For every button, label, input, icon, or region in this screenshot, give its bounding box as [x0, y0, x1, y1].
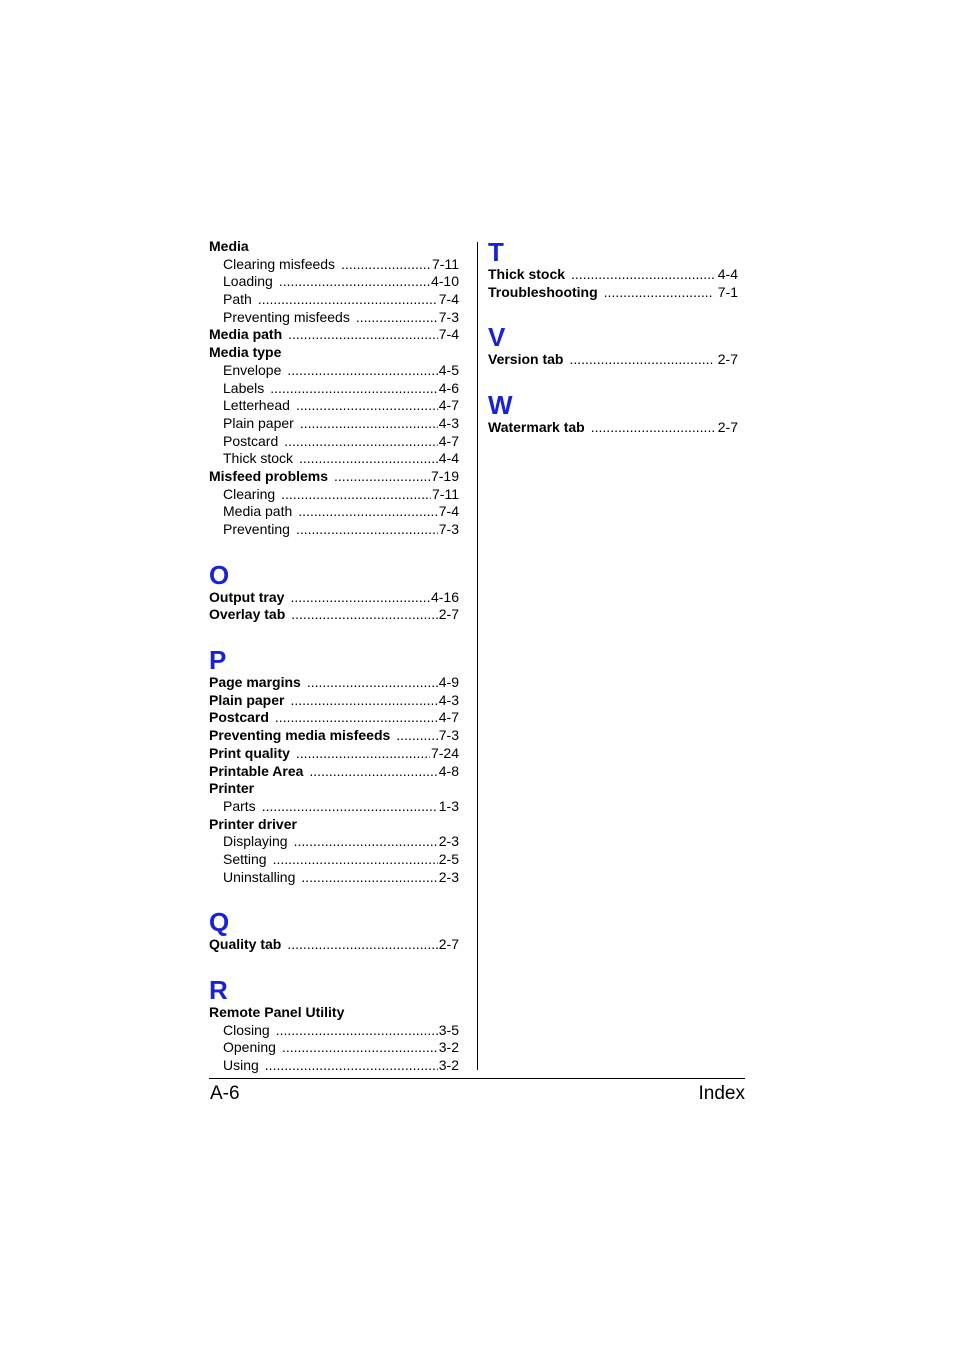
index-term: Remote Panel Utility — [209, 1004, 345, 1020]
index-page-ref: 2-3 — [438, 868, 459, 885]
index-term: Output tray — [209, 588, 285, 605]
index-term: Preventing media misfeeds — [209, 727, 391, 744]
leader-dots — [356, 309, 438, 327]
section-letter-p: P — [209, 645, 227, 676]
index-term: Closing — [223, 1021, 270, 1038]
index-entry-printer — [209, 780, 459, 798]
index-term: Labels — [223, 379, 265, 396]
leader-dots — [276, 1022, 438, 1040]
leader-dots — [273, 851, 438, 869]
index-term: Printer — [209, 780, 255, 797]
leader-dots — [279, 273, 430, 291]
index-entry-media-type — [209, 344, 459, 362]
index-term: Postcard — [223, 432, 279, 449]
index-subentry-plain-paper — [209, 415, 459, 433]
index-entry-misfeed-problems — [209, 468, 459, 486]
index-entry-output-tray — [209, 589, 459, 607]
footer-page-number: A-6 — [210, 1083, 240, 1104]
index-subentry-preventing — [209, 521, 459, 539]
index-term: Thick stock — [223, 450, 294, 467]
index-page-ref: 4-7 — [438, 432, 459, 449]
index-term: Printable Area — [209, 762, 304, 779]
index-term: Parts — [223, 797, 256, 814]
index-subentry-clearing-misfeeds — [209, 256, 459, 274]
leader-dots — [301, 869, 437, 887]
leader-dots — [604, 284, 714, 302]
index-term: Media path — [223, 503, 293, 520]
index-term: Version tab — [488, 351, 564, 368]
index-term: Print quality — [209, 744, 290, 761]
index-subentry-loading — [209, 273, 459, 291]
index-entry-printer-driver — [209, 816, 459, 834]
footer-section-title: Index — [698, 1083, 745, 1104]
index-page-ref: 3-2 — [438, 1057, 459, 1074]
leader-dots — [294, 833, 438, 851]
index-entry-media — [209, 238, 459, 256]
index-page-ref: 7-3 — [438, 521, 459, 537]
index-entry-plain-paper — [209, 692, 459, 710]
index-subentry-displaying — [209, 833, 459, 851]
index-entry-version-tab — [488, 351, 738, 369]
index-page-ref: 7-24 — [430, 744, 459, 761]
index-term: Opening — [223, 1039, 276, 1056]
leader-dots — [309, 763, 437, 781]
leader-dots — [265, 1057, 438, 1075]
index-page-ref: 7-3 — [438, 308, 459, 325]
index-term: Preventing misfeeds — [223, 308, 350, 325]
index-subentry-letterhead — [209, 397, 459, 415]
index-term: Media path — [209, 326, 283, 343]
leader-dots — [299, 450, 438, 468]
index-subentry-preventing-misfeeds — [209, 309, 459, 327]
index-page-ref: 4-7 — [438, 397, 459, 414]
index-subentry-media-path — [209, 503, 459, 521]
index-term: Clearing — [223, 485, 276, 502]
leader-dots — [569, 351, 713, 369]
index-entry-media-path — [209, 326, 459, 344]
index-entry-remote-panel-utility — [209, 1004, 459, 1022]
index-term: Page margins — [209, 674, 301, 691]
index-entry-thick-stock — [488, 266, 738, 284]
index-page-ref: 2-7 — [438, 606, 459, 623]
leader-dots — [290, 589, 430, 607]
leader-dots — [591, 419, 714, 437]
leader-dots — [275, 709, 438, 727]
index-subentry-setting — [209, 851, 459, 869]
index-term: Quality tab — [209, 936, 282, 953]
column-divider — [477, 242, 478, 1070]
index-term: Printer driver — [209, 815, 297, 832]
index-page-ref: 4-3 — [438, 414, 459, 431]
index-subentry-labels — [209, 380, 459, 398]
index-term: Letterhead — [223, 397, 290, 414]
index-term: Troubleshooting — [488, 283, 598, 300]
index-term: Watermark tab — [488, 419, 585, 436]
index-page-ref: 4-7 — [438, 709, 459, 726]
index-term: Preventing — [223, 521, 290, 537]
index-term: Media type — [209, 344, 282, 361]
section-letter-w: W — [488, 390, 513, 421]
index-page-ref: 4-5 — [438, 361, 459, 378]
leader-dots — [287, 362, 437, 380]
leader-dots — [296, 745, 430, 763]
index-term: Media — [209, 238, 249, 254]
index-term: Overlay tab — [209, 606, 286, 623]
index-term: Using — [223, 1057, 259, 1074]
index-page-ref: 4-16 — [430, 588, 459, 605]
index-entry-postcard — [209, 709, 459, 727]
index-entry-print-quality — [209, 745, 459, 763]
index-page-ref: 7-11 — [432, 255, 459, 272]
leader-dots — [284, 433, 438, 451]
index-subentry-postcard — [209, 433, 459, 451]
index-page-ref: 2-3 — [438, 833, 459, 850]
index-subentry-using — [209, 1057, 459, 1075]
index-subentry-opening — [209, 1039, 459, 1057]
leader-dots — [571, 266, 714, 284]
leader-dots — [296, 521, 438, 539]
leader-dots — [270, 380, 438, 398]
index-subentry-parts — [209, 798, 459, 816]
index-term: Path — [223, 291, 252, 308]
index-term: Plain paper — [209, 691, 285, 708]
index-term: Setting — [223, 850, 267, 867]
leader-dots — [290, 692, 437, 710]
leader-dots — [262, 798, 438, 816]
leader-dots — [281, 486, 431, 504]
index-page-ref: 4-9 — [438, 674, 459, 691]
index-page-ref: 7-3 — [438, 727, 459, 744]
index-page-ref: 7-4 — [438, 326, 459, 343]
index-subentry-uninstalling — [209, 869, 459, 887]
index-subentry-path — [209, 291, 459, 309]
leader-dots — [291, 606, 438, 624]
index-page-ref: 2-7 — [717, 419, 738, 436]
index-page-ref: 7-11 — [432, 485, 459, 502]
index-term: Misfeed problems — [209, 467, 329, 484]
index-subentry-closing — [209, 1022, 459, 1040]
index-subentry-envelope — [209, 362, 459, 380]
index-page-ref: 4-3 — [438, 691, 459, 708]
section-letter-r: R — [209, 975, 228, 1005]
leader-dots — [396, 727, 437, 745]
index-term: Postcard — [209, 709, 269, 726]
index-page-ref: 7-19 — [430, 467, 459, 484]
index-entry-overlay-tab — [209, 606, 459, 624]
index-left-column — [209, 238, 459, 1075]
leader-dots — [258, 291, 438, 309]
index-right-column — [488, 238, 738, 437]
index-term: Envelope — [223, 361, 282, 378]
section-letter-q: Q — [209, 907, 230, 938]
index-page-ref: 4-4 — [438, 450, 459, 467]
index-term: Clearing misfeeds — [223, 255, 336, 272]
index-entry-watermark-tab — [488, 419, 738, 437]
index-entry-page-margins — [209, 674, 459, 692]
index-page-ref: 7-1 — [717, 283, 738, 300]
index-page-ref: 4-8 — [438, 762, 459, 779]
index-page-ref: 3-5 — [438, 1021, 459, 1038]
leader-dots — [288, 326, 438, 344]
leader-dots — [334, 468, 430, 486]
leader-dots — [307, 674, 438, 692]
index-page-ref: 4-6 — [438, 379, 459, 396]
leader-dots — [287, 936, 437, 954]
leader-dots — [296, 397, 438, 415]
index-page-ref: 1-3 — [438, 797, 459, 814]
index-page-ref: 4-4 — [717, 266, 738, 282]
index-term: Plain paper — [223, 414, 294, 431]
index-term: Thick stock — [488, 266, 566, 282]
index-term: Loading — [223, 273, 273, 290]
index-page-ref: 4-10 — [430, 273, 459, 290]
index-page-ref: 2-7 — [717, 351, 738, 368]
index-page-ref: 3-2 — [438, 1039, 459, 1056]
index-subentry-clearing — [209, 486, 459, 504]
index-entry-troubleshooting — [488, 284, 738, 302]
index-subentry-thick-stock — [209, 450, 459, 468]
section-letter-v: V — [488, 322, 506, 353]
leader-dots — [341, 256, 431, 274]
section-letter-t: T — [488, 237, 504, 267]
index-term: Uninstalling — [223, 868, 296, 885]
footer-rule — [209, 1078, 745, 1079]
index-entry-printable-area — [209, 763, 459, 781]
index-page-ref: 2-5 — [438, 850, 459, 867]
index-entry-quality-tab — [209, 936, 459, 954]
leader-dots — [282, 1039, 438, 1057]
index-page-ref: 7-4 — [438, 503, 459, 520]
index-term: Displaying — [223, 833, 288, 850]
index-page-ref: 7-4 — [438, 291, 459, 308]
leader-dots — [300, 415, 438, 433]
index-entry-preventing-media-misfeeds — [209, 727, 459, 745]
section-letter-o: O — [209, 559, 230, 590]
leader-dots — [298, 503, 437, 521]
index-page-ref: 2-7 — [438, 936, 459, 953]
